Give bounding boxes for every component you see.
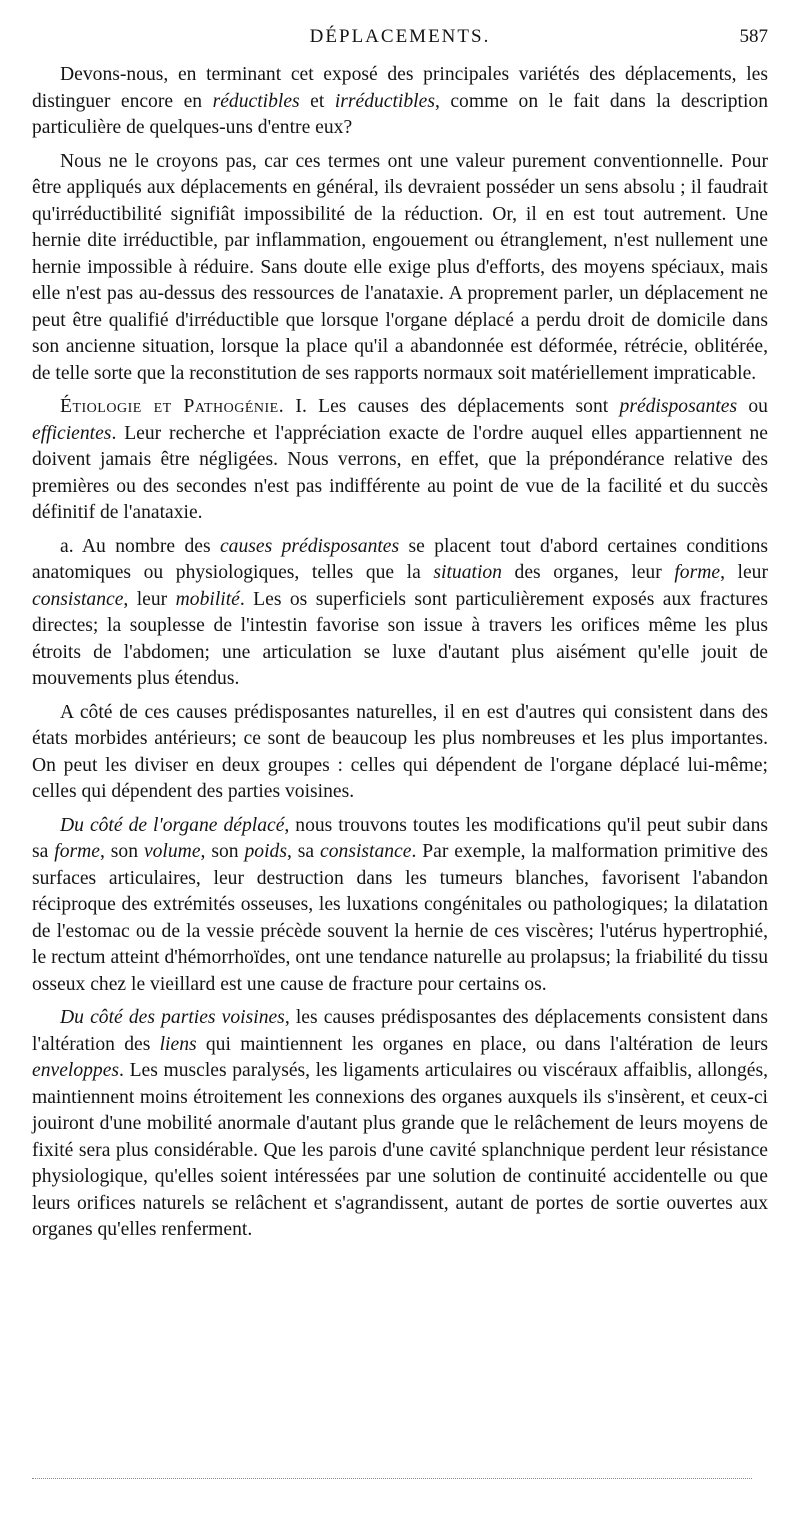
italic-run: causes prédisposantes bbox=[219, 535, 400, 557]
paragraph bbox=[32, 62, 768, 142]
italic-run: réductibles bbox=[212, 90, 300, 112]
text-run: . Les os superficiels sont particulièrement exposés aux fractures directes; la souplesse de l'intestin favorise son issue à travers les orifices même les plus étroits de l'abdomen; une articulation se luxe d'autant plus aisément qu'elle jouit de mouvements plus étendus. bbox=[32, 588, 768, 689]
italic-run: forme bbox=[54, 841, 100, 862]
paragraph bbox=[32, 813, 768, 999]
footer-dotted-rule bbox=[32, 1478, 752, 1479]
paragraph bbox=[32, 1005, 768, 1244]
text-run: , comme on le fait dans la description particulière de quelques-uns d'entre eux? bbox=[32, 90, 769, 138]
text-run: A côté de ces causes prédisposantes naturelles, il en est d'autres qui consistent dans des états morbides antérieurs; ce sont de beaucoup les plus nombreuses et les plus importantes. On peut les diviser en deux groupes : celles qui dépendent de l'organe déplacé lui-même; celles qui dépendent des parties voisines. bbox=[32, 701, 768, 802]
paragraph bbox=[32, 394, 768, 527]
text-run: . Les muscles paralysés, les ligaments articulaires ou viscéraux affaiblis, allongés, maintiennent moins étroitement les connexions des organes auxquels ils s'insèrent, et ceux-ci jouiront d'une mobilité anormale d'autant plus grande que le relâchement de leurs moyens de fixité sera plus considérable. Que les parois d'une cavité splanchnique perdent leur résistance physiologique, qu'elles soient intéressées par une solution de continuité accidentelle ou que leurs orifices naturels se relâchent et s'agrandissent, autant de portes de sortie ouvertes aux organes qu'elles renferment. bbox=[32, 1060, 768, 1240]
page-number: 587 bbox=[739, 26, 768, 47]
italic-run: liens bbox=[159, 1033, 197, 1055]
text-run: , nous trouvons toutes les modifications qu'il peut subir dans sa bbox=[32, 814, 768, 862]
italic-run: poids bbox=[244, 841, 287, 862]
italic-run: Du côté des parties voisines bbox=[60, 1007, 285, 1028]
text-run: se placent tout d'abord certaines conditions anatomiques ou physiologiques, telles que la bbox=[32, 535, 768, 583]
text-run: des organes, leur bbox=[501, 562, 675, 583]
italic-run: efficientes bbox=[32, 422, 112, 444]
body-text bbox=[32, 62, 768, 1251]
text-run: a. Au nombre des bbox=[60, 535, 220, 557]
text-run: , leur bbox=[123, 588, 176, 610]
text-run: , leur bbox=[720, 562, 768, 583]
text-run: et bbox=[299, 90, 335, 112]
italic-run: consistance bbox=[320, 841, 412, 862]
paragraph bbox=[32, 700, 768, 806]
italic-run: volume bbox=[143, 841, 201, 862]
text-run: I. Les causes des déplacements sont bbox=[284, 396, 620, 417]
text-run: . Par exemple, la malformation primitive des surfaces articulaires, leur destruction dans les tumeurs blanches, favorisent l'abandon réciproque des extrémités osseuses, les luxations congénitales ou pathologiques; la dilatation de l'estomac ou de la vessie précède souvent la hernie de ces viscères; l'utérus hypertrophié, le rectum atteint d'hémorrhoïdes, ont une tendance naturelle au prolapsus; la friabilité du tissu osseux chez le vieillard est une cause de fracture pour certains os. bbox=[32, 841, 768, 995]
italic-run: Du côté de l'organe déplacé bbox=[60, 814, 285, 836]
italic-run: forme bbox=[674, 562, 721, 583]
italic-run: enveloppes bbox=[32, 1060, 120, 1081]
italic-run: consistance bbox=[32, 588, 124, 610]
text-run: , son bbox=[200, 841, 245, 862]
section-heading-run: Étiologie et Pathogénie. bbox=[60, 396, 285, 417]
italic-run: situation bbox=[433, 562, 502, 583]
text-run: , son bbox=[99, 841, 144, 862]
running-header bbox=[32, 26, 768, 52]
text-run: Nous ne le croyons pas, car ces termes ont une valeur purement conventionnelle. Pour être appliqués aux déplacements en général, ils devraient posséder un sens absolu ; il faudrait qu'irréductibilité signifiât impossibilité de la réduction. Or, il en est tout autrement. Une hernie dite irréductible, par inflammation, engouement ou étranglement, n'est nullement une hernie impossible à réduire. Sans doute elle exige plus d'efforts, des moyens spéciaux, mais elle n'est pas au-dessus des ressources de l'anataxie. A proprement parler, un déplacement ne peut être qualifié d'irréductible que lorsque l'organe déplacé a perdu droit de domicile dans son ancienne situation, lorsque la place qu'il a abandonnée est déformée, rétrécie, oblitérée, de telle sorte que la reconstitution de ses rapports normaux soit matériellement impraticable. bbox=[32, 150, 768, 384]
paragraph bbox=[32, 149, 768, 388]
running-title: DÉPLACEMENTS. bbox=[309, 26, 491, 47]
italic-run: irréductibles bbox=[334, 90, 435, 112]
text-run: , les causes prédisposantes des déplacements consistent dans l'altération des bbox=[32, 1007, 768, 1055]
text-run: . Leur recherche et l'appréciation exacte de l'ordre auquel elles appartiennent ne doivent jamais être négligées. Nous verrons, en effet, que la prépondérance relative des premières ou des secondes n'est pas indifférente au point de vue de la facilité et du succès définitif de l'anataxie. bbox=[32, 422, 768, 523]
paragraph bbox=[32, 534, 768, 693]
text-run: ou bbox=[737, 396, 768, 417]
text-run: qui maintiennent les organes en place, ou dans l'altération de leurs bbox=[196, 1033, 768, 1055]
text-run: , sa bbox=[286, 841, 321, 862]
text-run: Devons-nous, en terminant cet exposé des principales variétés des déplacements, les distinguer encore en bbox=[32, 64, 768, 112]
italic-run: prédisposantes bbox=[619, 396, 738, 417]
italic-run: mobilité bbox=[175, 588, 240, 610]
